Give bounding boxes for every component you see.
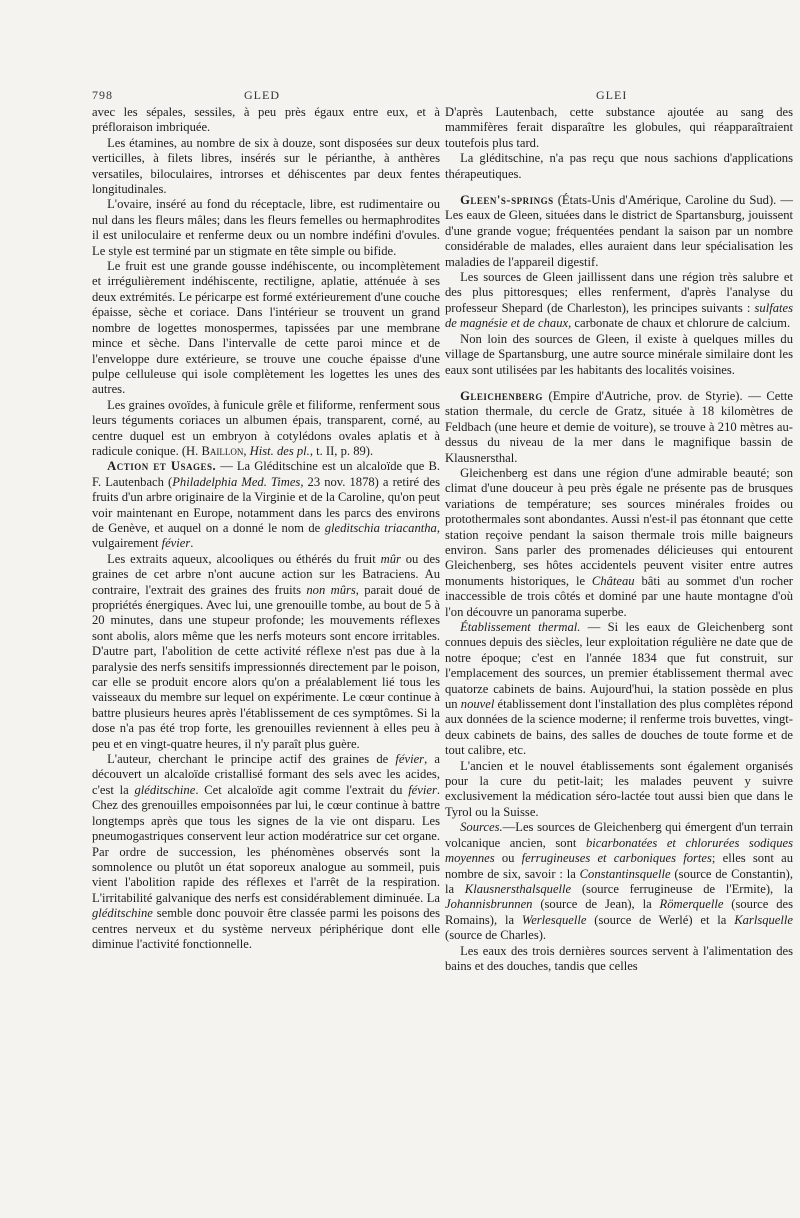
- text-run: Les sources de Gleen jaillissent dans une région très salubre et des plus pittoresques; elles renferment, d'après l'analyse du professeur Shepard (de Charleston), les principes suivants :: [445, 270, 793, 315]
- paragraph: D'après Lautenbach, cette substance ajoutée au sang des mammifères ferait disparaître les globules, qui réapparaîtraient toutefois plus tard.: [445, 105, 793, 150]
- running-head-left: GLED: [244, 88, 280, 102]
- text-run: (source de Charles).: [445, 928, 547, 943]
- right-column: [445, 105, 793, 974]
- text-run: — La Gléditschine est un alcaloïde que B. F. Lautenbach (: [92, 459, 440, 489]
- reference-title: Philadelphia Med. Times: [172, 474, 301, 489]
- paragraph: Les eaux des trois dernières sources servent à l'alimentation des bains et des douches, tandis que celles: [445, 943, 793, 973]
- paragraph: [92, 752, 440, 952]
- text-run: établissement dont l'installation des plus complètes répond aux données de la science moderne; il renferme trois buvettes, vingt-deux cabinets de bains, des salles de douches de toute forme et de tout calibre, etc.: [445, 697, 793, 758]
- paragraph: [92, 552, 440, 752]
- source-name: Constantinsquelle: [579, 866, 671, 881]
- paragraph: [445, 389, 793, 466]
- italic-term: ferrugineuses et carboniques fortes: [521, 851, 712, 866]
- text-run: ou des graines de cet arbre n'ont aucune action sur les Batraciens. Au contraire, l'extrait des graines des fruits: [92, 551, 440, 597]
- paragraph: [445, 270, 793, 332]
- text-run: , vulgairement: [92, 520, 440, 551]
- italic-term: gléditschine: [134, 782, 196, 797]
- text-run: Les extraits aqueux, alcooliques ou éthérés du fruit: [107, 551, 381, 566]
- text-run: .: [190, 536, 194, 551]
- text-run: , t. II, p. 89).: [309, 443, 374, 458]
- author-name: Baillon: [201, 443, 244, 458]
- paragraph: [445, 193, 793, 270]
- latin-name: gleditschia triacantha: [324, 520, 437, 535]
- italic-term: févier: [408, 782, 437, 797]
- italic-term: févier: [395, 752, 425, 767]
- paragraph: Le fruit est une grande gousse indéhiscente, ou incomplètement et irrégulièrement indéhiscente, rectiligne, aplatie, atténuée à ses deux extrémités. Le péricarpe est formé extérieurement d'une couche épaisse, sèche et coriace. Dans l'intérieur se trouvent un grand nombre de logettes monospermes, tapissées par une membrane mince et sèche. Dans l'intervalle de cette paroi mince et de l'enveloppe dure extérieure, se trouve une couche épaisse d'une pulpe celluleuse qui isole complètement les logettes les unes des autres.: [92, 259, 440, 397]
- source-name: Johannisbrunnen: [445, 897, 533, 912]
- paragraph: [445, 466, 793, 620]
- entry-heading: Gleichenberg: [460, 388, 543, 403]
- text-run: bâti au sommet d'un rocher inaccessible de trois côtés et dominé par une haute montagne d'où l'on découvre un panorama superbe.: [445, 573, 793, 619]
- italic-term: févier: [161, 536, 191, 551]
- text-run: Les graines ovoïdes, à funicule grêle et filiforme, renferment sous leurs téguments coriaces un albumen épais, transparent, corné, au centre duquel est un embryon à cotylédons ovales aplatis et à radicule conique. (H.: [92, 397, 440, 458]
- text-run: (source de Jean), la: [532, 897, 660, 912]
- text-run: , a découvert un alcaloïde cristallisé formant des sels avec les acides, c'est la: [92, 752, 441, 797]
- italic-term: mûr: [380, 551, 401, 566]
- left-column: [92, 105, 440, 952]
- paragraph: [445, 620, 793, 759]
- text-run: (source de Constantin), la: [445, 866, 793, 896]
- text-run: Gleichenberg est dans une région d'une admirable beauté; son climat d'une douceur à peu près égale ne présente pas de brusques variations de température; ses sources minérales froides ou protothermales sont abondantes. Aussi n'est-il pas étonnant que cette station reçoive pendant la saison thermale trois mille baigneurs environ. Sans parler des promenades délicieuses qui entourent Gleichenberg, ses hôtes accidentels peuvent visiter entre autres monuments historiques, le: [445, 465, 793, 588]
- paragraph: avec les sépales, sessiles, à peu près égaux entre eux, et à préfloraison imbriquée.: [92, 105, 440, 135]
- text-run: ,: [243, 443, 250, 458]
- text-run: L'auteur, cherchant le principe actif des graines de: [107, 752, 396, 767]
- paragraph: Non loin des sources de Gleen, il existe à quelques milles du village de Spartansburg, une autre source minérale similaire dont les eaux sont utilisées par les habitants des localités voisines.: [445, 331, 793, 377]
- page-number: 798: [92, 88, 113, 102]
- italic-term: gléditschine: [92, 906, 153, 921]
- text-run: ; elles sont au nombre de six, savoir : la: [445, 851, 793, 881]
- paragraph: [92, 459, 440, 551]
- text-run: (source de Werlé) et la: [586, 912, 735, 927]
- text-run: . Chez des grenouilles empoisonnées par lui, le cœur continue à battre longtemps après que tous les signes de la vie ont disparu. Les pneumogastriques conservent leur action modératrice sur cet organe. Par ordre de succession, les phénomènes observés sont la somnolence ou plutôt un état soporeux analogue au sommeil, puis vient l'abolition rapide des réflexes et l'arrêt de la respiration. L'irritabilité galvanique des nerfs est considérablement diminuée. La: [92, 782, 441, 905]
- paragraph: [92, 398, 440, 460]
- source-name: Werlesquelle: [521, 912, 587, 927]
- text-run: , 23 nov. 1878) a retiré des fruits d'un arbre originaire de la Virginie et de la Caroline, qu'on peut voir maintenant en Europe, notamment dans les parcs des environs de Genève, et auquel on a donné le nom de: [92, 474, 440, 535]
- text-run: (source des Romains), la: [445, 897, 793, 927]
- italic-term: non mûrs: [306, 582, 356, 597]
- source-name: Klausnersthalsquelle: [464, 881, 572, 896]
- italic-term: nouvel: [460, 697, 495, 712]
- text-run: —Les sources de Gleichenberg qui émergent d'un terrain volcanique ancien, sont: [445, 820, 793, 850]
- paragraph: [445, 820, 793, 943]
- text-run: (source ferrugineuse de l'Ermite), la: [571, 881, 793, 896]
- paragraph: Les étamines, au nombre de six à douze, sont disposées sur deux verticilles, à filets libres, insérés sur le périanthe, à anthères versatiles, biloculaires, introrses et déhiscentes par deux fentes longitudinales.: [92, 135, 440, 197]
- text-run: (États-Unis d'Amérique, Caroline du Sud). — Les eaux de Gleen, situées dans le district de Spartansburg, jouissent d'une grande vogue; fréquentées pendant la saison par un nombre considérable de malades, elles auraient dans leur spécialisation les maladies de l'appareil digestif.: [445, 193, 793, 269]
- section-heading: Sources.: [460, 820, 503, 835]
- text-run: , parait doué de propriétés énergiques. Avec lui, une grenouille tombe, au bout de 5 à 20 minutes, dans une stupeur profonde; les mouvements réflexes sont abolis, alors même que les nerfs moteurs sont encore irritables. D'autre part, l'abolition de cette activité réflexe n'est pas due à la paralysie des nerfs sensitifs impressionnés directement par le poison, car elle se produit encore alors qu'on a préalablement lié tous les vaisseaux du membre sur lequel on expérimente. Le cœur continue à battre plusieurs heures après l'établissement de ces symptômes. Si la dose n'a pas été trop forte, les grenouilles reviennent à elles peu à peu et en vingt-quatre heures, il n'y paraît plus guère.: [92, 582, 440, 751]
- text-run: ou: [494, 851, 522, 866]
- running-head-right: GLEI: [596, 88, 628, 102]
- text-run: (Empire d'Autriche, prov. de Styrie). — Cette station thermale, du cercle de Gratz, située à 18 kilomètres de Feldbach (une heure et demie de voiture), se trouve à 210 mètres au-dessus du niveau de la mer dans le magnifique bassin de Klausnersthal.: [445, 388, 793, 465]
- text-run: semble donc pouvoir être classée parmi les poisons des centres nerveux et du système nerveux périphérique dont elle diminue l'activité fonctionnelle.: [92, 906, 440, 951]
- paragraph: La gléditschine, n'a pas reçu que nous sachions d'applications thérapeutiques.: [445, 151, 793, 181]
- entry-heading: Gleen's-springs: [460, 193, 554, 208]
- text-run: — Si les eaux de Gleichenberg sont connues depuis des siècles, leur exploitation régulière ne date que de notre époque; c'est en l'année 1834 que fut construit, sur l'emplacement des sources, un premier établissement thermal avec quatorze cabinets de bains. Aujourd'hui, la station possède en plus un: [445, 620, 793, 712]
- source-name: Römerquelle: [659, 897, 724, 912]
- text-run: , carbonate de chaux et chlorure de calcium.: [568, 316, 791, 331]
- section-heading: Établissement thermal.: [460, 620, 581, 634]
- section-heading: Action et Usages.: [107, 459, 217, 474]
- paragraph: L'ancien et le nouvel établissements sont également organisés pour la cure du petit-lait; les malades peuvent y suivre exclusivement la médication séro-lactée tout aussi bien que dans le Tyrol ou la Suisse.: [445, 758, 793, 819]
- italic-term: sulfates de magnésie et de chaux: [445, 300, 793, 331]
- reference-title: Hist. des pl.: [249, 443, 310, 458]
- italic-term: bicarbonatées et chlorurées sodiques moyennes: [445, 835, 793, 866]
- italic-term: Château: [591, 573, 635, 588]
- paragraph: L'ovaire, inséré au fond du réceptacle, libre, est rudimentaire ou nul dans les fleurs mâles; dans les fleurs femelles ou hermaphrodites il est uniloculaire et renferme deux ou un nombre indéfini d'ovules. Le style est terminé par un stigmate en tête simple ou bifide.: [92, 197, 440, 258]
- source-name: Karlsquelle: [734, 912, 793, 927]
- text-run: . Cet alcaloïde agit comme l'extrait du: [195, 782, 409, 797]
